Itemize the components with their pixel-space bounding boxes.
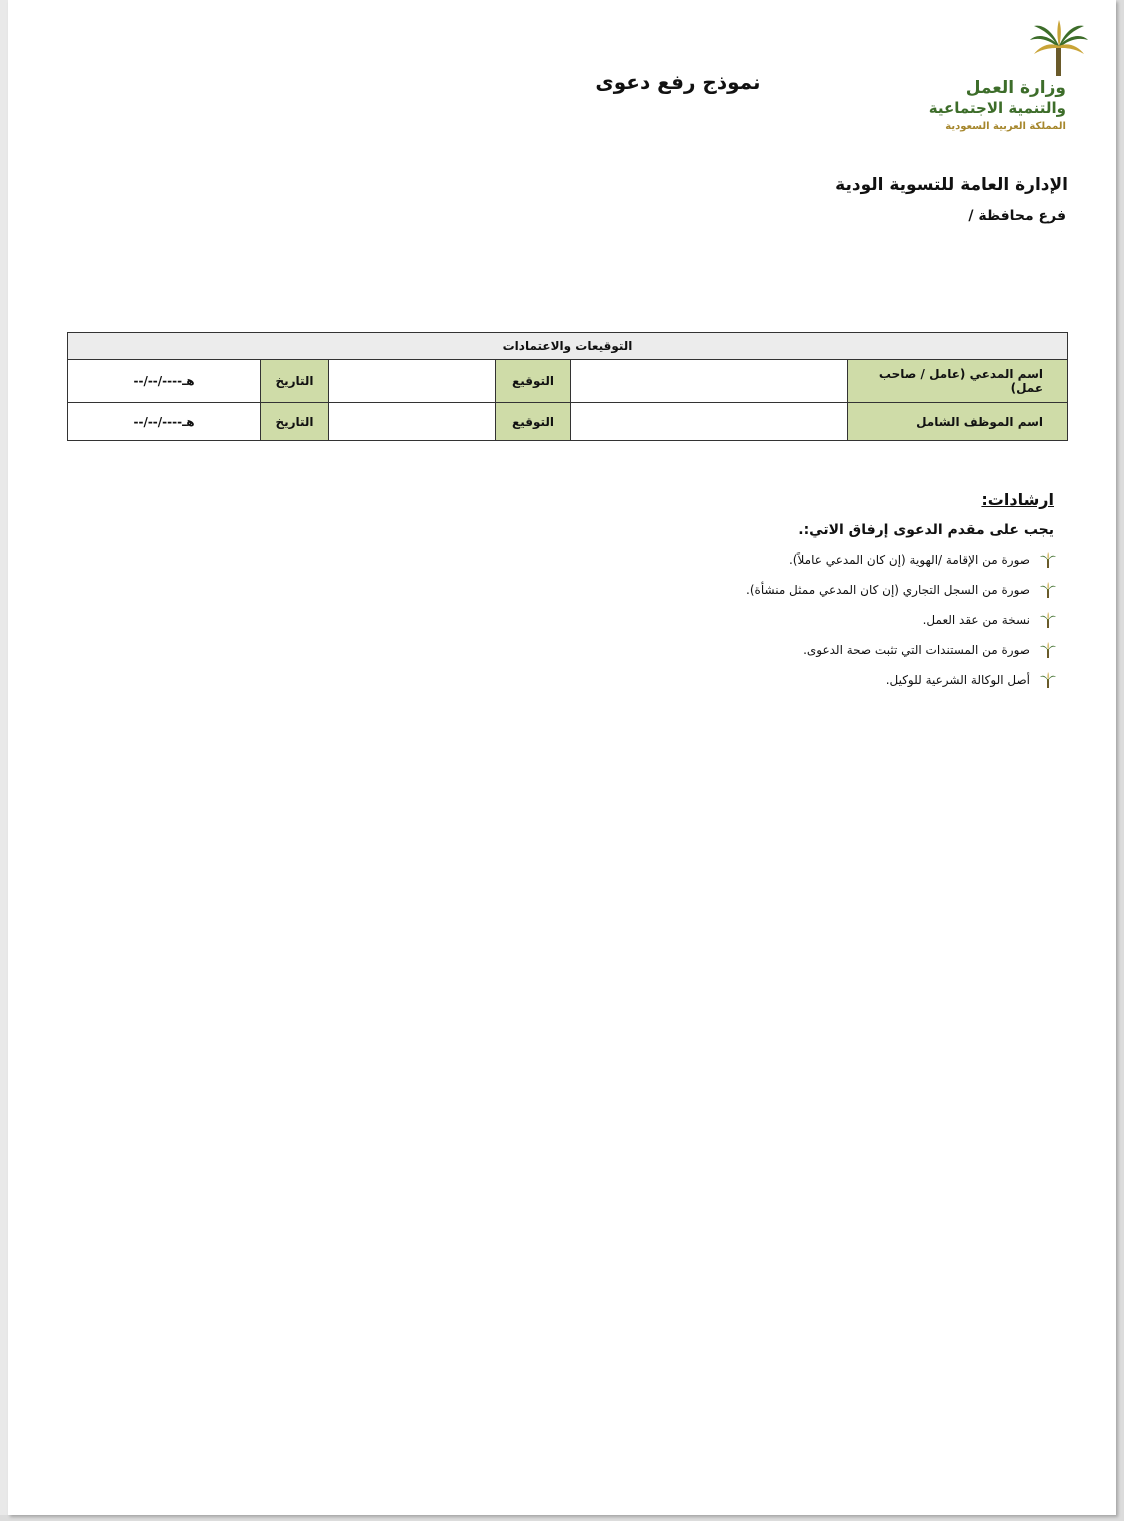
signature-label: التوقيع <box>496 403 571 441</box>
list-item <box>556 665 1056 695</box>
table-row <box>68 360 1068 403</box>
list-item-text: نسخة من عقد العمل. <box>922 613 1030 627</box>
list-item <box>556 575 1056 605</box>
name-label: اسم الموظف الشامل <box>848 403 1068 441</box>
signature-cell[interactable] <box>329 360 496 403</box>
palm-bullet-icon <box>1040 642 1056 658</box>
name-cell[interactable] <box>571 360 848 403</box>
form-title: نموذج رفع دعوى <box>595 70 761 94</box>
table-heading-row <box>68 333 1068 360</box>
date-label: التاريخ <box>261 360 329 403</box>
palm-bullet-icon <box>1040 582 1056 598</box>
name-cell[interactable] <box>571 403 848 441</box>
list-item-text: أصل الوكالة الشرعية للوكيل. <box>885 673 1030 687</box>
date-value: --/--/----هـ <box>68 360 261 403</box>
palm-bullet-icon <box>1040 672 1056 688</box>
date-label: التاريخ <box>261 403 329 441</box>
list-item <box>556 605 1056 635</box>
attachments-list <box>556 545 1056 695</box>
palm-bullet-icon <box>1040 612 1056 628</box>
name-label: اسم المدعي (عامل / صاحب عمل) <box>848 360 1068 403</box>
logo-line-2: والتنمية الاجتماعية <box>928 99 1066 117</box>
list-item <box>556 635 1056 665</box>
page-right-edge <box>1116 0 1124 1521</box>
department-name: الإدارة العامة للتسوية الودية <box>835 175 1068 195</box>
page-bottom-edge <box>0 1515 1124 1521</box>
palm-tree-icon <box>1028 20 1090 78</box>
list-item-text: صورة من المستندات التي تثبت صحة الدعوى. <box>803 643 1030 657</box>
table-row <box>68 403 1068 441</box>
signature-cell[interactable] <box>329 403 496 441</box>
ministry-logo <box>928 18 1108 138</box>
table-heading: التوقيعات والاعتمادات <box>68 333 1068 360</box>
instructions-subtitle: يجب على مقدم الدعوى إرفاق الاتي:. <box>798 522 1054 538</box>
palm-bullet-icon <box>1040 552 1056 568</box>
logo-line-3: المملكة العربية السعودية <box>945 121 1066 132</box>
list-item <box>556 545 1056 575</box>
signature-label: التوقيع <box>496 360 571 403</box>
list-item-text: صورة من الإقامة /الهوية (إن كان المدعي عاملاً). <box>788 553 1030 567</box>
list-item-text: صورة من السجل التجاري (إن كان المدعي ممثل منشأة). <box>746 583 1030 597</box>
logo-line-1: وزارة العمل <box>965 78 1066 98</box>
date-value: --/--/----هـ <box>68 403 261 441</box>
document-page <box>8 0 1116 1515</box>
branch-field: فرع محافظة / <box>968 208 1066 224</box>
signatures-table <box>67 332 1068 441</box>
instructions-title: ارشادات: <box>981 490 1054 509</box>
